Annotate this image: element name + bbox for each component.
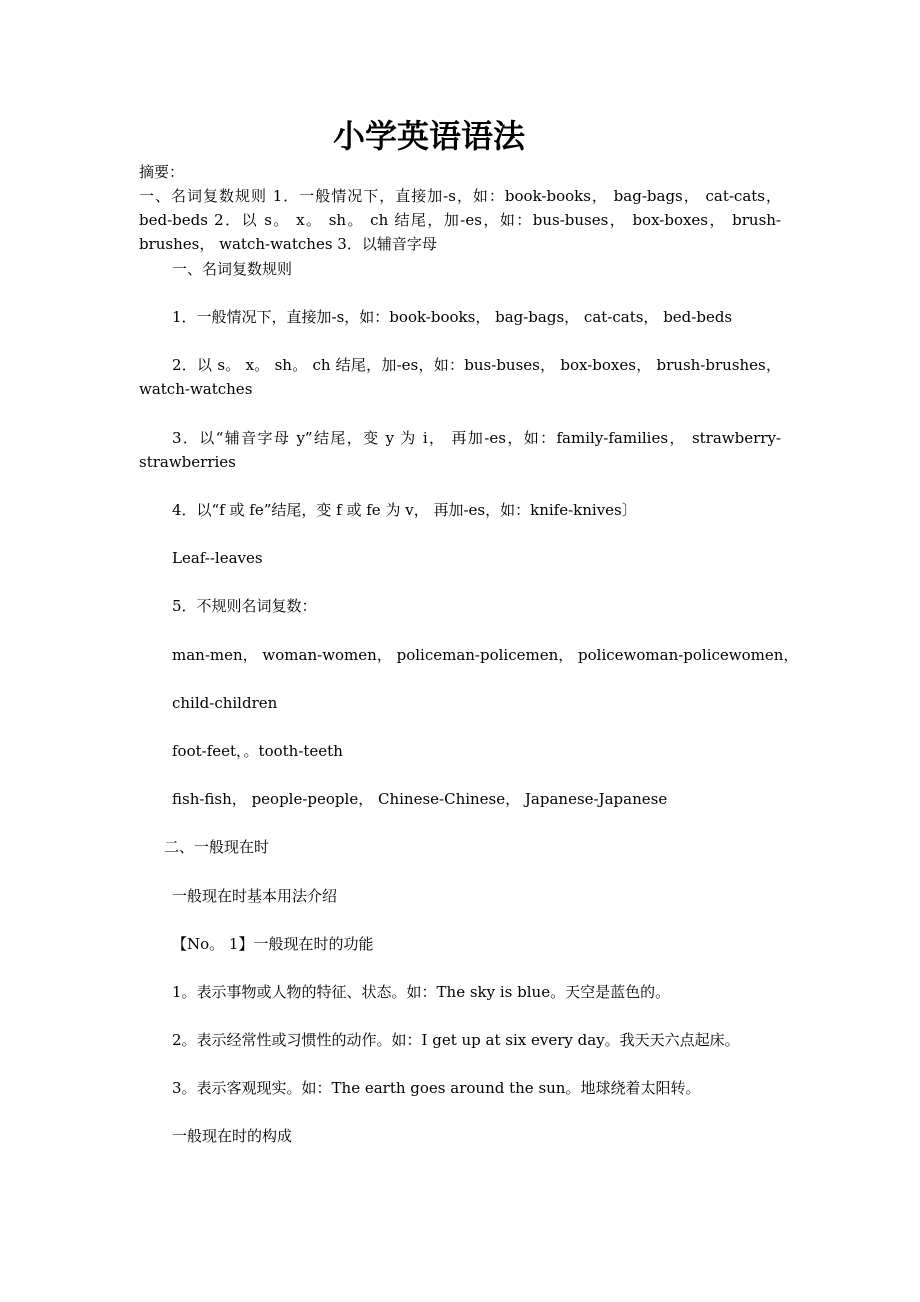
section-heading-noun-plurals: 一、名词复数规则 [172, 260, 293, 278]
present-simple-functions-heading: 【No。 1】一般现在时的功能 [172, 935, 374, 953]
irregular-examples-3: foot-feet，。tooth-teeth [172, 742, 343, 760]
function-1: 1。表示事物或人物的特征、状态。如：The sky is blue。天空是蓝色的。 [172, 983, 671, 1001]
rule-5: 5．不规则名词复数： [172, 597, 317, 615]
summary-label: 摘要： [139, 163, 185, 181]
rule-4: 4．以“f 或 fe”结尾，变 f 或 fe 为 v， 再加-es，如：knife-knives〕 [172, 501, 637, 519]
document-title: 小学英语语法 [332, 117, 525, 155]
function-3: 3。表示客观现实。如：The earth goes around the sun。地球绕着太阳转。 [172, 1079, 701, 1097]
rule-3: 3．以“辅音字母 y”结尾，变 y 为 i， 再加-es，如：family-families， strawberry-strawberries [139, 429, 781, 471]
function-2: 2。表示经常性或习惯性的动作。如：I get up at six every day。我天天六点起床。 [172, 1031, 740, 1049]
rule-1: 1．一般情况下，直接加-s，如：book-books， bag-bags， cat-cats， bed-beds [172, 308, 733, 326]
irregular-examples-4: fish-fish， people-people， Chinese-Chinese， Japanese-Japanese [172, 790, 668, 808]
present-simple-structure-heading: 一般现在时的构成 [172, 1127, 293, 1145]
rule-4-example: Leaf--leaves [172, 549, 263, 567]
irregular-examples-1: man-men， woman-women， policeman-policemen， policewoman-policewomen， [172, 646, 799, 664]
section-heading-present-simple: 二、一般现在时 [164, 838, 270, 856]
summary-section [139, 160, 781, 256]
rule-2: 2．以 s。 x。 sh。 ch 结尾，加-es，如：bus-buses， box-boxes， brush-brushes， watch-watches [139, 356, 781, 398]
present-simple-intro: 一般现在时基本用法介绍 [172, 887, 338, 905]
irregular-examples-2: child-children [172, 694, 278, 712]
summary-text: 一、名词复数规则 1．一般情况下，直接加-s，如：book-books， bag-bags， cat-cats， bed-beds 2．以 s。 x。 sh。 ch 结尾，加-es，如：bus-buses， box-boxes， brush-brushes， watch-watches 3．以辅音字母 [139, 187, 781, 253]
